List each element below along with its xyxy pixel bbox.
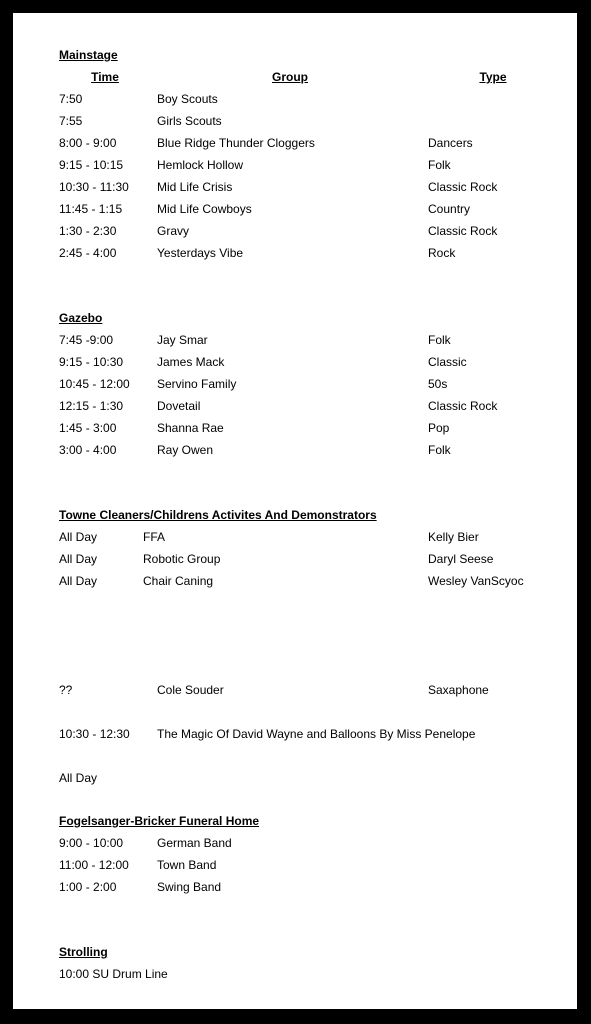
schedule-page (13, 13, 577, 1009)
gazebo-group: Ray Owen (157, 443, 214, 457)
gazebo-type: Pop (428, 421, 450, 435)
funeral-time: 9:00 - 10:00 (59, 836, 124, 850)
mainstage-group: Boy Scouts (157, 92, 218, 106)
mainstage-title: Mainstage (59, 48, 118, 62)
towne-time: All Day (59, 552, 98, 566)
mainstage-time: 7:50 (59, 92, 83, 106)
funeral-time: 11:00 - 12:00 (59, 858, 129, 872)
allday-entry: All Day (59, 771, 98, 785)
towne-activity: FFA (143, 530, 166, 544)
mainstage-group: Blue Ridge Thunder Cloggers (157, 136, 315, 150)
header-type: Type (479, 70, 507, 84)
header-group: Group (272, 70, 308, 84)
gazebo-group: Dovetail (157, 399, 201, 413)
mainstage-group: Yesterdays Vibe (157, 246, 244, 260)
towne-title: Towne Cleaners/Childrens Activites And Demonstrators (59, 508, 377, 522)
mainstage-group: Mid Life Crisis (157, 180, 233, 194)
gazebo-type: Folk (428, 333, 451, 347)
gazebo-time: 10:45 - 12:00 (59, 377, 130, 391)
gazebo-time: 3:00 - 4:00 (59, 443, 117, 457)
mainstage-group: Girls Scouts (157, 114, 222, 128)
gazebo-title: Gazebo (59, 311, 103, 325)
towne-contact: Daryl Seese (428, 552, 494, 566)
gazebo-time: 7:45 -9:00 (59, 333, 114, 347)
gazebo-group: Servino Family (157, 377, 237, 391)
towne-contact: Kelly Bier (428, 530, 479, 544)
gazebo-group: Shanna Rae (157, 421, 224, 435)
cole-group: Cole Souder (157, 683, 224, 697)
funeral-group: Swing Band (157, 880, 222, 894)
mainstage-type: Dancers (428, 136, 473, 150)
funeral-title: Fogelsanger-Bricker Funeral Home (59, 814, 260, 828)
cole-time: ?? (59, 683, 73, 697)
gazebo-type: 50s (428, 377, 448, 391)
towne-contact: Wesley VanScyoc (428, 574, 524, 588)
mainstage-time: 9:15 - 10:15 (59, 158, 124, 172)
gazebo-time: 12:15 - 1:30 (59, 399, 124, 413)
mainstage-time: 8:00 - 9:00 (59, 136, 117, 150)
strolling-title: Strolling (59, 945, 108, 959)
mainstage-type: Rock (428, 246, 456, 260)
funeral-time: 1:00 - 2:00 (59, 880, 117, 894)
mainstage-type: Classic Rock (428, 224, 498, 238)
mainstage-group: Gravy (157, 224, 190, 238)
mainstage-time: 2:45 - 4:00 (59, 246, 117, 260)
funeral-group: Town Band (157, 858, 217, 872)
towne-time: All Day (59, 574, 98, 588)
mainstage-group: Mid Life Cowboys (157, 202, 252, 216)
gazebo-type: Folk (428, 443, 451, 457)
gazebo-type: Classic Rock (428, 399, 498, 413)
mainstage-type: Folk (428, 158, 451, 172)
magic-group: The Magic Of David Wayne and Balloons By Miss Penelope (157, 727, 476, 741)
header-time: Time (91, 70, 119, 84)
mainstage-type: Country (428, 202, 471, 216)
magic-time: 10:30 - 12:30 (59, 727, 130, 741)
towne-activity: Robotic Group (143, 552, 221, 566)
towne-activity: Chair Caning (143, 574, 214, 588)
mainstage-type: Classic Rock (428, 180, 498, 194)
gazebo-group: James Mack (157, 355, 225, 369)
gazebo-group: Jay Smar (157, 333, 208, 347)
strolling-entry: 10:00 SU Drum Line (59, 967, 168, 981)
mainstage-time: 10:30 - 11:30 (59, 180, 129, 194)
gazebo-time: 9:15 - 10:30 (59, 355, 124, 369)
cole-type: Saxaphone (428, 683, 489, 697)
funeral-group: German Band (157, 836, 232, 850)
mainstage-group: Hemlock Hollow (157, 158, 244, 172)
gazebo-type: Classic (428, 355, 467, 369)
towne-time: All Day (59, 530, 98, 544)
mainstage-time: 1:30 - 2:30 (59, 224, 117, 238)
gazebo-time: 1:45 - 3:00 (59, 421, 117, 435)
mainstage-time: 11:45 - 1:15 (59, 202, 123, 216)
mainstage-time: 7:55 (59, 114, 83, 128)
